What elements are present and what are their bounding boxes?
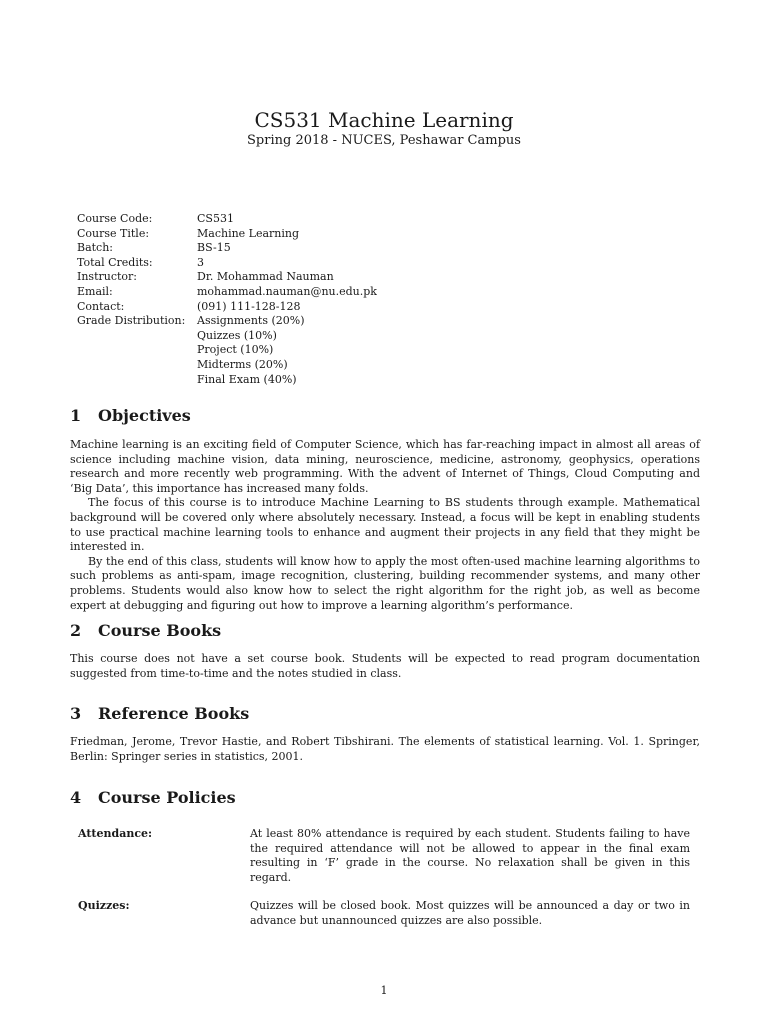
section-objectives [70,406,700,613]
info-value [197,314,305,387]
section-title: Objectives [98,406,191,425]
info-value-line: Project (10%) [197,343,274,357]
objectives-paragraph-3: By the end of this class, students will know how to apply the most often-used machine learning algorithms to such problems as anti-spam, image recognition, clustering, building recommender systems, and many other problems. Students would also know how to select the right algorithm for the right job, as well as become expert at debugging and figuring out how to improve a learning algorithm’s performance. [70,554,700,612]
section-number: 2 [70,621,82,640]
section-title: Course Books [98,621,222,640]
document-subtitle: Spring 2018 - NUCES, Peshawar Campus [247,133,521,148]
info-label: Batch: [77,241,114,255]
reference-paragraph: Friedman, Jerome, Trevor Hastie, and Robert Tibshirani. The elements of statistical learning. Vol. 1. Springer, Berlin: Springer series in statistics, 2001. [70,735,700,763]
section-heading [70,704,700,723]
section-course-policies [70,788,700,929]
section-heading [70,406,700,425]
info-value-line: Midterms (20%) [197,357,288,371]
info-label: Email: [77,284,113,298]
info-value-line: Quizzes (10%) [197,328,277,342]
info-row [77,256,377,271]
info-row [77,212,377,227]
section-number: 4 [70,788,82,807]
info-label: Course Title: [77,226,150,240]
info-label: Instructor: [77,270,138,284]
course-info-table [77,212,377,387]
info-row [77,270,377,285]
policy-attendance [70,827,700,885]
info-value-line: (091) 111-128-128 [197,299,301,313]
info-row [77,285,377,300]
info-value [197,241,231,256]
page-number: 1 [380,984,388,997]
section-heading [70,788,700,807]
info-row [77,241,377,256]
info-label: Contact: [77,299,125,313]
info-row [77,314,377,387]
objectives-paragraph-2: The focus of this course is to introduce Machine Learning to BS students through example. Mathematical background will be covered only where absolutely necessary. Instead, a focus will be kept in enabling students to use practical machine learning tools to enhance and augment their projects in any field that they might be interested in. [70,496,700,554]
info-value-line: Final Exam (40%) [197,372,297,386]
policy-label: Attendance: [78,827,153,840]
info-value-line: Assignments (20%) [197,314,305,328]
info-row [77,300,377,315]
info-value-line: mohammad.nauman@nu.edu.pk [197,284,377,298]
info-value [197,300,301,315]
info-value-line: Dr. Mohammad Nauman [197,270,334,284]
objectives-paragraph-1: Machine learning is an exciting field of Computer Science, which has far-reaching impact in almost all areas of science including machine vision, data mining, neuroscience, medicine, astronomy, geophysics, operations research and more recently web programming. With the advent of Internet of Things, Cloud Computing and ‘Big Data’, this importance has increased many folds. [70,438,700,495]
books-paragraph: This course does not have a set course book. Students will be expected to read program documentation suggested from time-to-time and the notes studied in class. [70,652,700,680]
section-number: 3 [70,704,82,723]
info-value [197,270,334,285]
section-number: 1 [70,406,82,425]
info-row [77,227,377,242]
section-title: Course Policies [98,788,236,807]
info-label: Grade Distribution: [77,314,186,328]
info-label: Course Code: [77,212,153,225]
document-title: CS531 Machine Learning [254,108,514,132]
info-value-line: 3 [197,255,204,269]
info-value [197,212,234,227]
section-course-books [70,621,700,681]
section-title: Reference Books [98,704,250,723]
info-value-line: BS-15 [197,241,231,255]
info-value-line: CS531 [197,212,234,225]
info-value [197,285,377,300]
info-label: Total Credits: [77,255,153,269]
policy-quizzes [70,899,700,928]
section-heading [70,621,700,640]
policy-text: Quizzes will be closed book. Most quizzes will be announced a day or two in advance but unannounced quizzes are also possible. [250,899,690,927]
info-value-line: Machine Learning [197,226,300,240]
info-value [197,227,299,242]
policy-text: At least 80% attendance is required by each student. Students failing to have the required attendance will not be allowed to appear in the final exam resulting in ‘F’ grade in the course. No relaxation shall be given in this regard. [250,827,690,884]
policy-label: Quizzes: [78,899,130,913]
info-value [197,256,204,271]
section-reference-books [70,704,700,764]
